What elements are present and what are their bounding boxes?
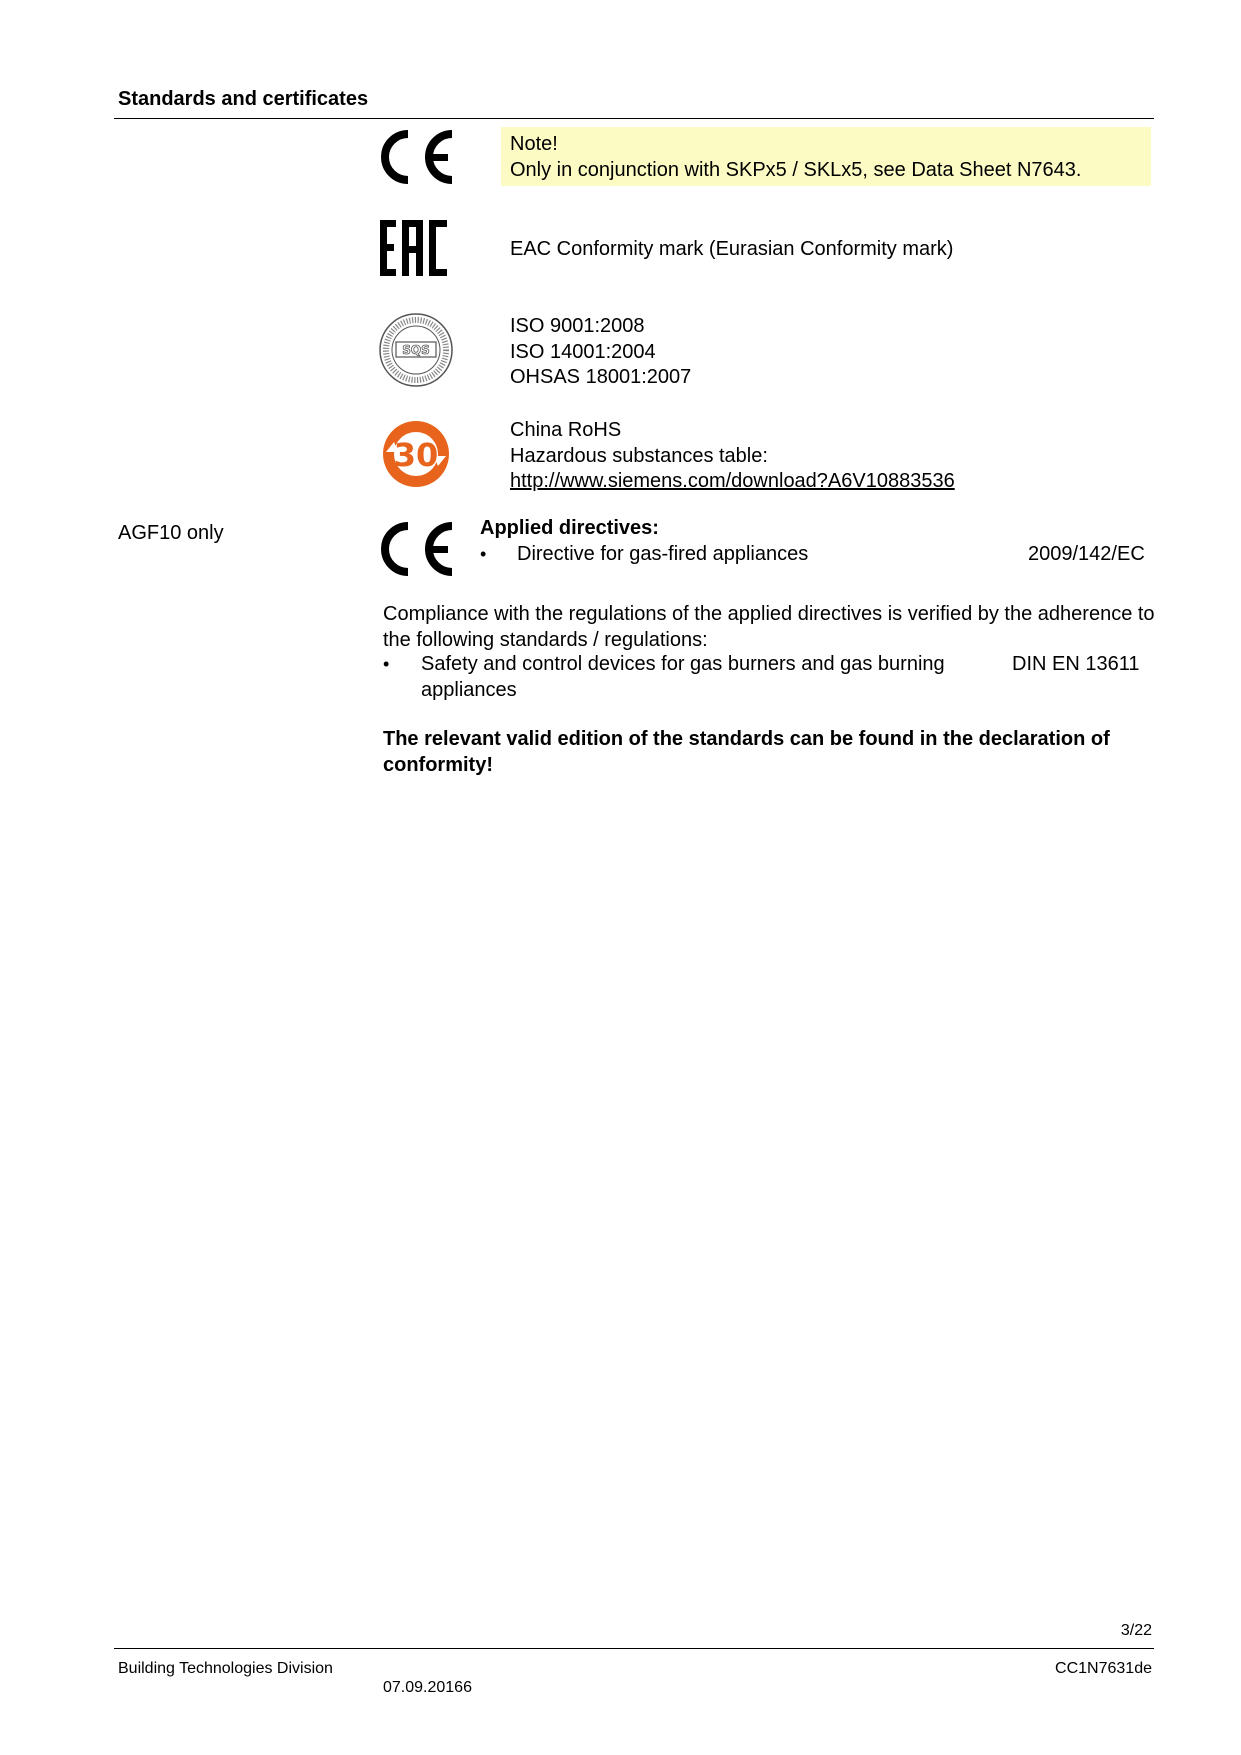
eac-mark-icon xyxy=(378,218,450,278)
iso-line-9001: ISO 9001:2008 xyxy=(510,315,645,337)
eac-description: EAC Conformity mark (Eurasian Conformity mark) xyxy=(510,238,954,260)
iso-line-ohsas: OHSAS 18001:2007 xyxy=(510,366,692,388)
ce-mark-icon xyxy=(378,128,456,186)
rohs-download-link[interactable]: http://www.siemens.com/download?A6V10883536 xyxy=(510,470,955,492)
bullet-standard: • xyxy=(383,654,390,674)
section-title: Standards and certificates xyxy=(118,88,369,110)
china-rohs-block xyxy=(510,418,955,495)
footer-date: 07.09.20166 xyxy=(383,1679,472,1696)
iso-standards-list xyxy=(510,314,691,391)
rohs-title: China RoHS xyxy=(510,419,622,441)
footer-divider xyxy=(114,1648,1154,1649)
sqs-certification-seal-icon xyxy=(378,312,454,388)
agf10-side-label: AGF10 only xyxy=(118,522,224,544)
ce-mark-agf10-icon xyxy=(378,520,456,578)
iso-line-14001: ISO 14001:2004 xyxy=(510,340,656,363)
page-number: 3/22 xyxy=(1120,1622,1152,1639)
applied-directives-title: Applied directives: xyxy=(480,517,659,539)
standard-code: DIN EN 13611 xyxy=(1012,653,1140,675)
bullet-directive: • xyxy=(480,544,487,564)
footer-division: Building Technologies Division xyxy=(118,1660,333,1677)
china-rohs-30-icon xyxy=(378,418,454,490)
rohs-logo-number: 30 xyxy=(393,436,439,474)
compliance-text: Compliance with the regulations of the applied directives is verified by the adherence to the following standards / regulations: xyxy=(383,603,1155,651)
note-heading: Note! xyxy=(510,133,558,155)
header-divider xyxy=(114,118,1154,119)
declaration-note: The relevant valid edition of the standards can be found in the declaration of conformity! xyxy=(383,728,1110,776)
directive-text: Directive for gas-fired appliances xyxy=(517,543,809,565)
footer-doc-code: CC1N7631de xyxy=(1055,1660,1152,1677)
svg-text:SQS: SQS xyxy=(402,343,430,357)
directive-code: 2009/142/EC xyxy=(1028,543,1145,565)
rohs-subtitle: Hazardous substances table: xyxy=(510,444,768,467)
note-text xyxy=(510,132,1081,183)
note-body: Only in conjunction with SKPx5 / SKLx5, see Data Sheet N7643. xyxy=(510,158,1082,181)
standard-text: Safety and control devices for gas burners and gas burning appliances xyxy=(421,653,945,701)
